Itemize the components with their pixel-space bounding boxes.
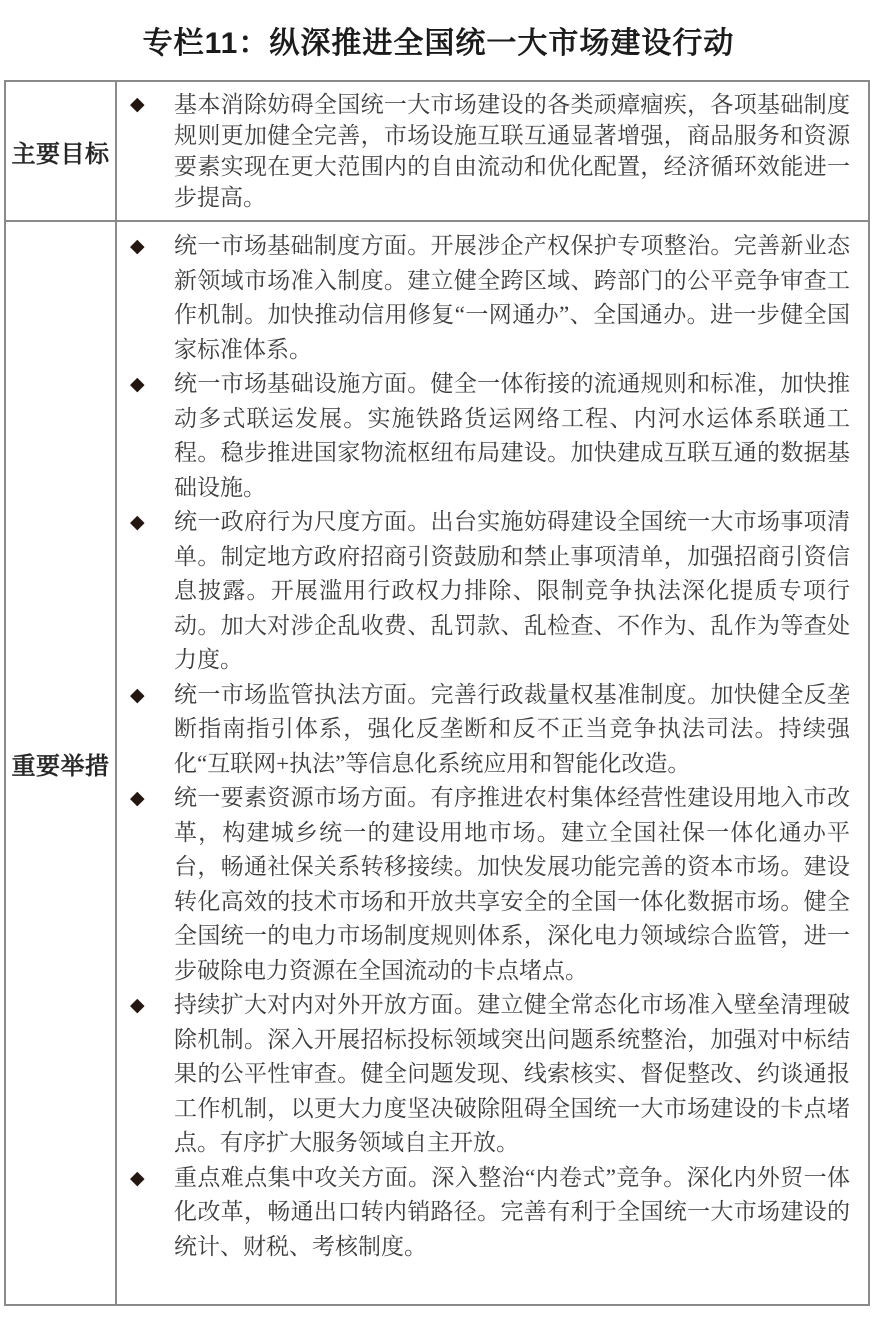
bullet-text: 重点难点集中攻关方面。深入整治“内卷式”竞争。深化内外贸一体化改革，畅通出口转内销路径。完善有利于全国统一大市场建设的统计、财税、考核制度。 <box>174 1164 850 1259</box>
bullet-text: 基本消除妨碍全国统一大市场建设的各类顽瘴痼疾，各项基础制度规则更加健全完善，市场设施互联互通显著增强，商品服务和资源要素实现在更大范围内的自由流动和优化配置，经济循环效能进一步提高。 <box>174 92 850 210</box>
list-item <box>130 678 850 782</box>
list-item <box>130 988 850 1161</box>
main-goals-content <box>117 82 868 220</box>
list-item <box>130 229 850 367</box>
diamond-bullet-icon: ◆ <box>130 994 145 1016</box>
column-box-table <box>4 80 870 1306</box>
diamond-bullet-icon: ◆ <box>130 373 145 395</box>
list-item <box>130 505 850 678</box>
row-main-goals <box>6 82 868 222</box>
bullet-text: 统一要素资源市场方面。有序推进农村集体经营性建设用地入市改革，构建城乡统一的建设用地市场。建立全国社保一体化通办平台，畅通社保关系转移接续。加快发展功能完善的资本市场。建设转化高效的技术市场和开放共享安全的全国一体化数据市场。健全全国统一的电力市场制度规则体系，深化电力领域综合监管，进一步破除电力资源在全国流动的卡点堵点。 <box>174 785 850 983</box>
diamond-bullet-icon: ◆ <box>130 1166 145 1189</box>
bullet-text: 统一政府行为尺度方面。出台实施妨碍建设全国统一大市场事项清单。制定地方政府招商引资鼓励和禁止事项清单，加强招商引资信息披露。开展滥用行政权力排除、限制竞争执法深化提质专项行动。加大对涉企乱收费、乱罚款、乱检查、不作为、乱作为等查处力度。 <box>174 509 850 672</box>
bullet-text: 统一市场基础设施方面。健全一体衔接的流通规则和标准，加快推动多式联运发展。实施铁路货运网络工程、内河水运体系联通工程。稳步推进国家物流枢纽布局建设。加快建成互联互通的数据基础设施。 <box>174 371 850 500</box>
row-key-measures <box>6 222 868 1304</box>
bullet-text: 持续扩大对内对外开放方面。建立健全常态化市场准入壁垒清理破除机制。深入开展招标投标领域突出问题系统整治，加强对中标结果的公平性审查。健全问题发现、线索核实、督促整改、约谈通报工作机制，以更大力度坚决破除阻碍全国统一大市场建设的卡点堵点。有序扩大服务领域自主开放。 <box>174 992 850 1155</box>
row-label-key-measures: 重要举措 <box>6 222 117 1304</box>
list-item <box>130 781 850 988</box>
diamond-bullet-icon: ◆ <box>130 511 145 533</box>
list-item <box>130 367 850 505</box>
diamond-bullet-icon: ◆ <box>130 683 145 706</box>
page-title: 专栏11：纵深推进全国统一大市场建设行动 <box>142 27 735 60</box>
bullet-text: 统一市场监管执法方面。完善行政裁量权基准制度。加快健全反垄断指南指引体系，强化反垄断和反不正当竞争执法司法。持续强化“互联网+执法”等信息化系统应用和智能化改造。 <box>174 681 850 776</box>
bullet-text: 统一市场基础制度方面。开展涉企产权保护专项整治。完善新业态新领域市场准入制度。建立健全跨区域、跨部门的公平竞争审查工作机制。加快推动信用修复“一网通办”、全国通办。进一步健全国家标准体系。 <box>174 233 850 362</box>
row-label-main-goals: 主要目标 <box>6 82 117 220</box>
key-measures-content <box>117 222 868 1304</box>
list-item <box>130 1161 850 1265</box>
diamond-bullet-icon: ◆ <box>130 787 145 809</box>
diamond-bullet-icon: ◆ <box>130 93 145 115</box>
diamond-bullet-icon: ◆ <box>130 235 145 257</box>
list-item <box>130 89 850 213</box>
